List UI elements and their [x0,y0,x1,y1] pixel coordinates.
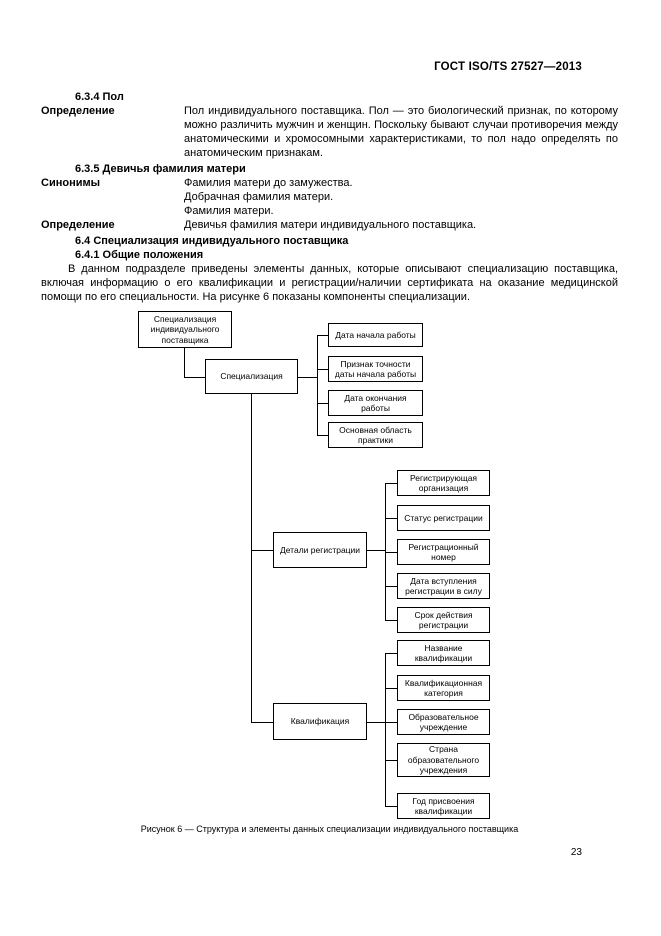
connector-branch [317,335,328,336]
page-number: 23 [570,847,582,858]
diagram-node-registering-org: Регистрирующая организация [397,470,490,496]
connector-qualification-children-trunk [385,653,386,807]
connector-branch [385,653,397,654]
diagram-node-main-practice-area: Основная область практики [328,422,423,448]
diagram-node-registration-details: Детали регистрации [273,532,367,568]
diagram-node-registration-status: Статус регистрации [397,505,490,531]
connector-main-trunk [251,394,252,723]
definition-row [41,218,618,232]
diagram-node-registration-effective-date: Дата вступления регистрации в силу [397,573,490,599]
diagram-node-qualification-category: Квалификационная категория [397,675,490,701]
definition-label: Определение [41,219,115,231]
connector-branch [317,369,328,370]
heading-6-3-4: 6.3.4 Пол [75,91,124,103]
synonym-line: Фамилия матери. [184,205,274,217]
connector-spec-right [298,377,317,378]
synonym-line: Добрачная фамилия матери. [184,191,334,203]
connector-branch [385,688,397,689]
diagram-node-end-date: Дата окончания работы [328,390,423,416]
diagram-node-specialization: Специализация [205,359,298,394]
connector-root-to-spec [184,377,205,378]
diagram-node-educational-institution: Образовательное учреждение [397,709,490,735]
heading-6-4-1: 6.4.1 Общие положения [75,249,204,261]
heading-6-3-5: 6.3.5 Девичья фамилия матери [75,163,246,175]
heading-6-4: 6.4 Специализация индивидуального поставщика [75,235,349,247]
connector-branch [385,483,397,484]
synonyms-list [184,176,618,218]
connector-branch [385,586,397,587]
connector-branch [385,620,397,621]
connector-branch [385,760,397,761]
connector-trunk-to-registration [251,550,273,551]
diagram-node-registration-validity: Срок действия регистрации [397,607,490,633]
connector-branch [385,552,397,553]
connector-branch [317,435,328,436]
connector-registration-right [367,550,385,551]
definition-label: Определение [41,105,115,117]
synonyms-label: Синонимы [41,177,101,189]
connector-branch [385,518,397,519]
figure-caption: Рисунок 6 — Структура и элементы данных специализации индивидуального поставщика [140,824,519,834]
diagram-node-qualification: Квалификация [273,703,367,740]
synonyms-row [41,176,618,218]
connector-trunk-to-qualification [251,722,273,723]
connector-root-down [184,348,185,378]
definition-row [41,104,618,160]
definition-text: Девичья фамилия матери индивидуального поставщика. [184,219,477,231]
running-header: ГОСТ ISO/TS 27527—2013 [434,61,582,73]
diagram-node-qualification-name: Название квалификации [397,640,490,666]
connector-branch [317,403,328,404]
diagram-node-root: Специализация индивидуального поставщика [138,311,232,348]
content-block [41,90,618,304]
synonym-line: Фамилия матери до замужества. [184,177,353,189]
connector-branch [385,806,397,807]
definition-text: Пол индивидуального поставщика. Пол — это биологический признак, по которому можно различить мужчин и женщин. Поскольку бывают случаи противоречия между анатомическими и хромосомными характеристиками, то пол надо определять по анатомическим признакам. [184,105,618,159]
connector-spec-children-trunk [317,335,318,436]
diagram-node-start-date-accuracy: Признак точности даты начала работы [328,356,423,382]
connector-branch [385,722,397,723]
diagram-node-qualification-year: Год присвоения квалификации [397,793,490,819]
body-paragraph: В данном подразделе приведены элементы данных, которые описывают специализацию поставщика, включая информацию о его квалификации и регистрации/наличии сертификата на оказание медицинской помощи по его специальности. На рисунке 6 показаны компоненты специализации. [41,263,618,303]
diagram-node-institution-country: Страна образовательного учреждения [397,743,490,777]
diagram-node-registration-number: Регистрационный номер [397,539,490,565]
connector-qualification-right [367,722,385,723]
diagram-node-start-date: Дата начала работы [328,323,423,347]
